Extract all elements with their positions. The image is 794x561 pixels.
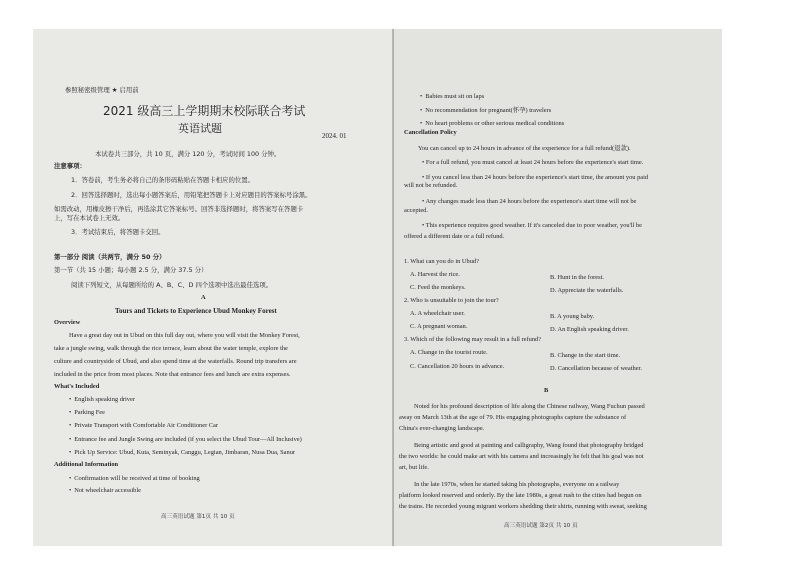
confidential-label: 参照秘密级管理 ★ 启用前 bbox=[65, 86, 139, 94]
question-option: C. Feed the monkeys. bbox=[410, 284, 466, 291]
passage-line: In the late 1970s, when he started taking his photographs, everyone on a railway bbox=[414, 481, 620, 488]
restriction-item: • No recommendation for pregnant(怀孕) travelers bbox=[420, 107, 551, 115]
included-item: • Pick Up Service: Ubud, Kuta, Seminyak, Canggu, Legian, Jimbaran, Nusa Dua, Sanur bbox=[69, 449, 295, 457]
page-footer: 高三英语试题 第2页 共 10 页 bbox=[504, 523, 578, 529]
passage-line: the two worlds: he could make art with his camera and increasingly he felt that his goal was not bbox=[399, 453, 644, 460]
instruction: 阅读下列短文，从每题所给的 A、B、C、D 四个选项中选出最佳选项。 bbox=[71, 281, 273, 289]
question-stem: 2. Who is unsuitable to join the tour? bbox=[404, 297, 499, 304]
cancellation-line: • Any changes made less than 24 hours before the experience's start time will not be bbox=[422, 198, 637, 205]
passage-letter: A bbox=[201, 294, 206, 301]
question-option: B. Hunt in the forest. bbox=[550, 274, 604, 281]
overview-line: culture and countryside of Ubud, and also spend time at the waterfalls. Round trip transfers are bbox=[54, 358, 297, 365]
question-option: A. A wheelchair user. bbox=[410, 310, 465, 317]
exam-page-2 bbox=[394, 29, 722, 546]
question-stem: 1. What can you do in Ubud? bbox=[404, 258, 479, 265]
passage-letter: B bbox=[544, 387, 549, 394]
passage-line: away on March 13th at the age of 79. His engaging photographs capture the substance of bbox=[399, 414, 627, 421]
note-line: 3．考试结束后，将答题卡交回。 bbox=[71, 228, 165, 236]
passage-line: art, but life. bbox=[399, 464, 429, 471]
exam-date: 2024. 01 bbox=[322, 132, 347, 140]
included-item: • Private Transport with Comfortable Air Conditioner Car bbox=[69, 422, 218, 430]
question-option: C. Cancellation 20 hours in advance. bbox=[410, 363, 505, 370]
exam-subtitle: 英语试题 bbox=[178, 122, 222, 135]
question-option: D. Appreciate the waterfalls. bbox=[550, 287, 624, 294]
passage-line: Noted for his profound description of life along the Chinese railway, Wang Fuchun passed bbox=[414, 403, 645, 410]
question-option: B. A young baby. bbox=[550, 313, 595, 320]
question-stem: 3. Which of the following may result in a full refund? bbox=[404, 336, 542, 343]
notes-heading: 注意事项： bbox=[54, 162, 86, 170]
included-item: • English speaking driver bbox=[69, 396, 135, 404]
cancellation-line: • If you cancel less than 24 hours before the experience's start time, the amount you paid bbox=[422, 174, 649, 181]
note-line: 1．答卷前，考生务必将自己的条形码粘贴在答题卡相应的位置。 bbox=[71, 176, 255, 184]
additional-heading: Additional Information bbox=[54, 461, 119, 468]
cancellation-line: offered a different date or a full refund. bbox=[404, 233, 505, 240]
passage-line: China's ever-changing landscape. bbox=[399, 425, 485, 432]
passage-title: Tours and Tickets to Experience Ubud Monkey Forest bbox=[115, 307, 277, 315]
overview-line: take a jungle swing, walk through the rice terrace, learn about the water temple, explore the bbox=[54, 345, 288, 352]
cancellation-line: • For a full refund, you must cancel at least 24 hours before the experience's start time. bbox=[422, 159, 644, 166]
cancellation-line: will not be refunded. bbox=[404, 182, 458, 189]
question-option: B. Change in the start time. bbox=[550, 352, 621, 359]
passage-line: the trains. He recorded young migrant workers shedding their shirts, running with sweat, seeking bbox=[399, 503, 647, 510]
note-line: 上，写在本试卷上无效。 bbox=[54, 214, 125, 222]
note-line: 2．回答选择题时，选出每小题答案后，用铅笔把答题卡上对应题目的答案标号涂黑。 bbox=[71, 191, 312, 199]
note-line: 如需改动，用橡皮擦干净后，再选涂其它答案标号。回答非选择题时，将答案写在答题卡 bbox=[54, 205, 304, 213]
part1-heading: 第一部分 阅读（共两节，满分 50 分） bbox=[54, 253, 166, 261]
included-heading: What's Included bbox=[54, 383, 100, 390]
additional-item: • Not wheelchair accessible bbox=[69, 487, 141, 495]
question-option: A. Change in the tourist route. bbox=[410, 349, 488, 356]
restriction-item: • Babies must sit on laps bbox=[420, 93, 484, 101]
included-item: • Parking Fee bbox=[69, 409, 105, 417]
overview-line: Have a great day out in Ubud on this full day out, where you will visit the Monkey Forest, bbox=[69, 332, 300, 339]
question-option: C. A pregnant woman. bbox=[410, 323, 468, 330]
overview-line: included in the price from most places. Note that entrance fees and lunch are extra expenses. bbox=[54, 371, 291, 378]
question-option: D. An English speaking driver. bbox=[550, 326, 629, 333]
section1-heading: 第一节（共 15 小题；每小题 2.5 分，满分 37.5 分） bbox=[54, 266, 208, 274]
cancellation-line: You can cancel up to 24 hours in advance of the experience for a full refund(退款). bbox=[418, 145, 631, 152]
cancellation-line: accepted. bbox=[404, 207, 428, 214]
passage-line: Being artistic and good at painting and calligraphy, Wang found that photography bridged bbox=[414, 442, 644, 449]
question-option: A. Harvest the rice. bbox=[410, 271, 460, 278]
exam-info: 本试卷共三部分，共 10 页，满分 120 分，考试时间 100 分钟。 bbox=[95, 150, 281, 158]
exam-title: 2021 级高三上学期期末校际联合考试 bbox=[103, 104, 306, 118]
additional-item: • Confirmation will be received at time of booking bbox=[69, 475, 200, 483]
passage-line: platform looked reserved and orderly. By the late 1980s, a great rush to the cities had begun on bbox=[399, 492, 642, 499]
page-footer: 高三英语试题 第1页 共 10 页 bbox=[161, 514, 235, 520]
cancellation-heading: Cancellation Policy bbox=[404, 129, 457, 136]
restriction-item: • No heart problems or other serious medical conditions bbox=[420, 120, 564, 128]
question-option: D. Cancellation because of weather. bbox=[550, 365, 642, 372]
included-item: • Entrance fee and Jungle Swing are included (if you select the Ubud Tour—All Inclusive) bbox=[69, 436, 302, 444]
overview-heading: Overview bbox=[54, 319, 81, 326]
cancellation-line: • This experience requires good weather. If it's canceled due to poor weather, you'll be bbox=[422, 222, 642, 229]
exam-page-1 bbox=[33, 29, 394, 546]
